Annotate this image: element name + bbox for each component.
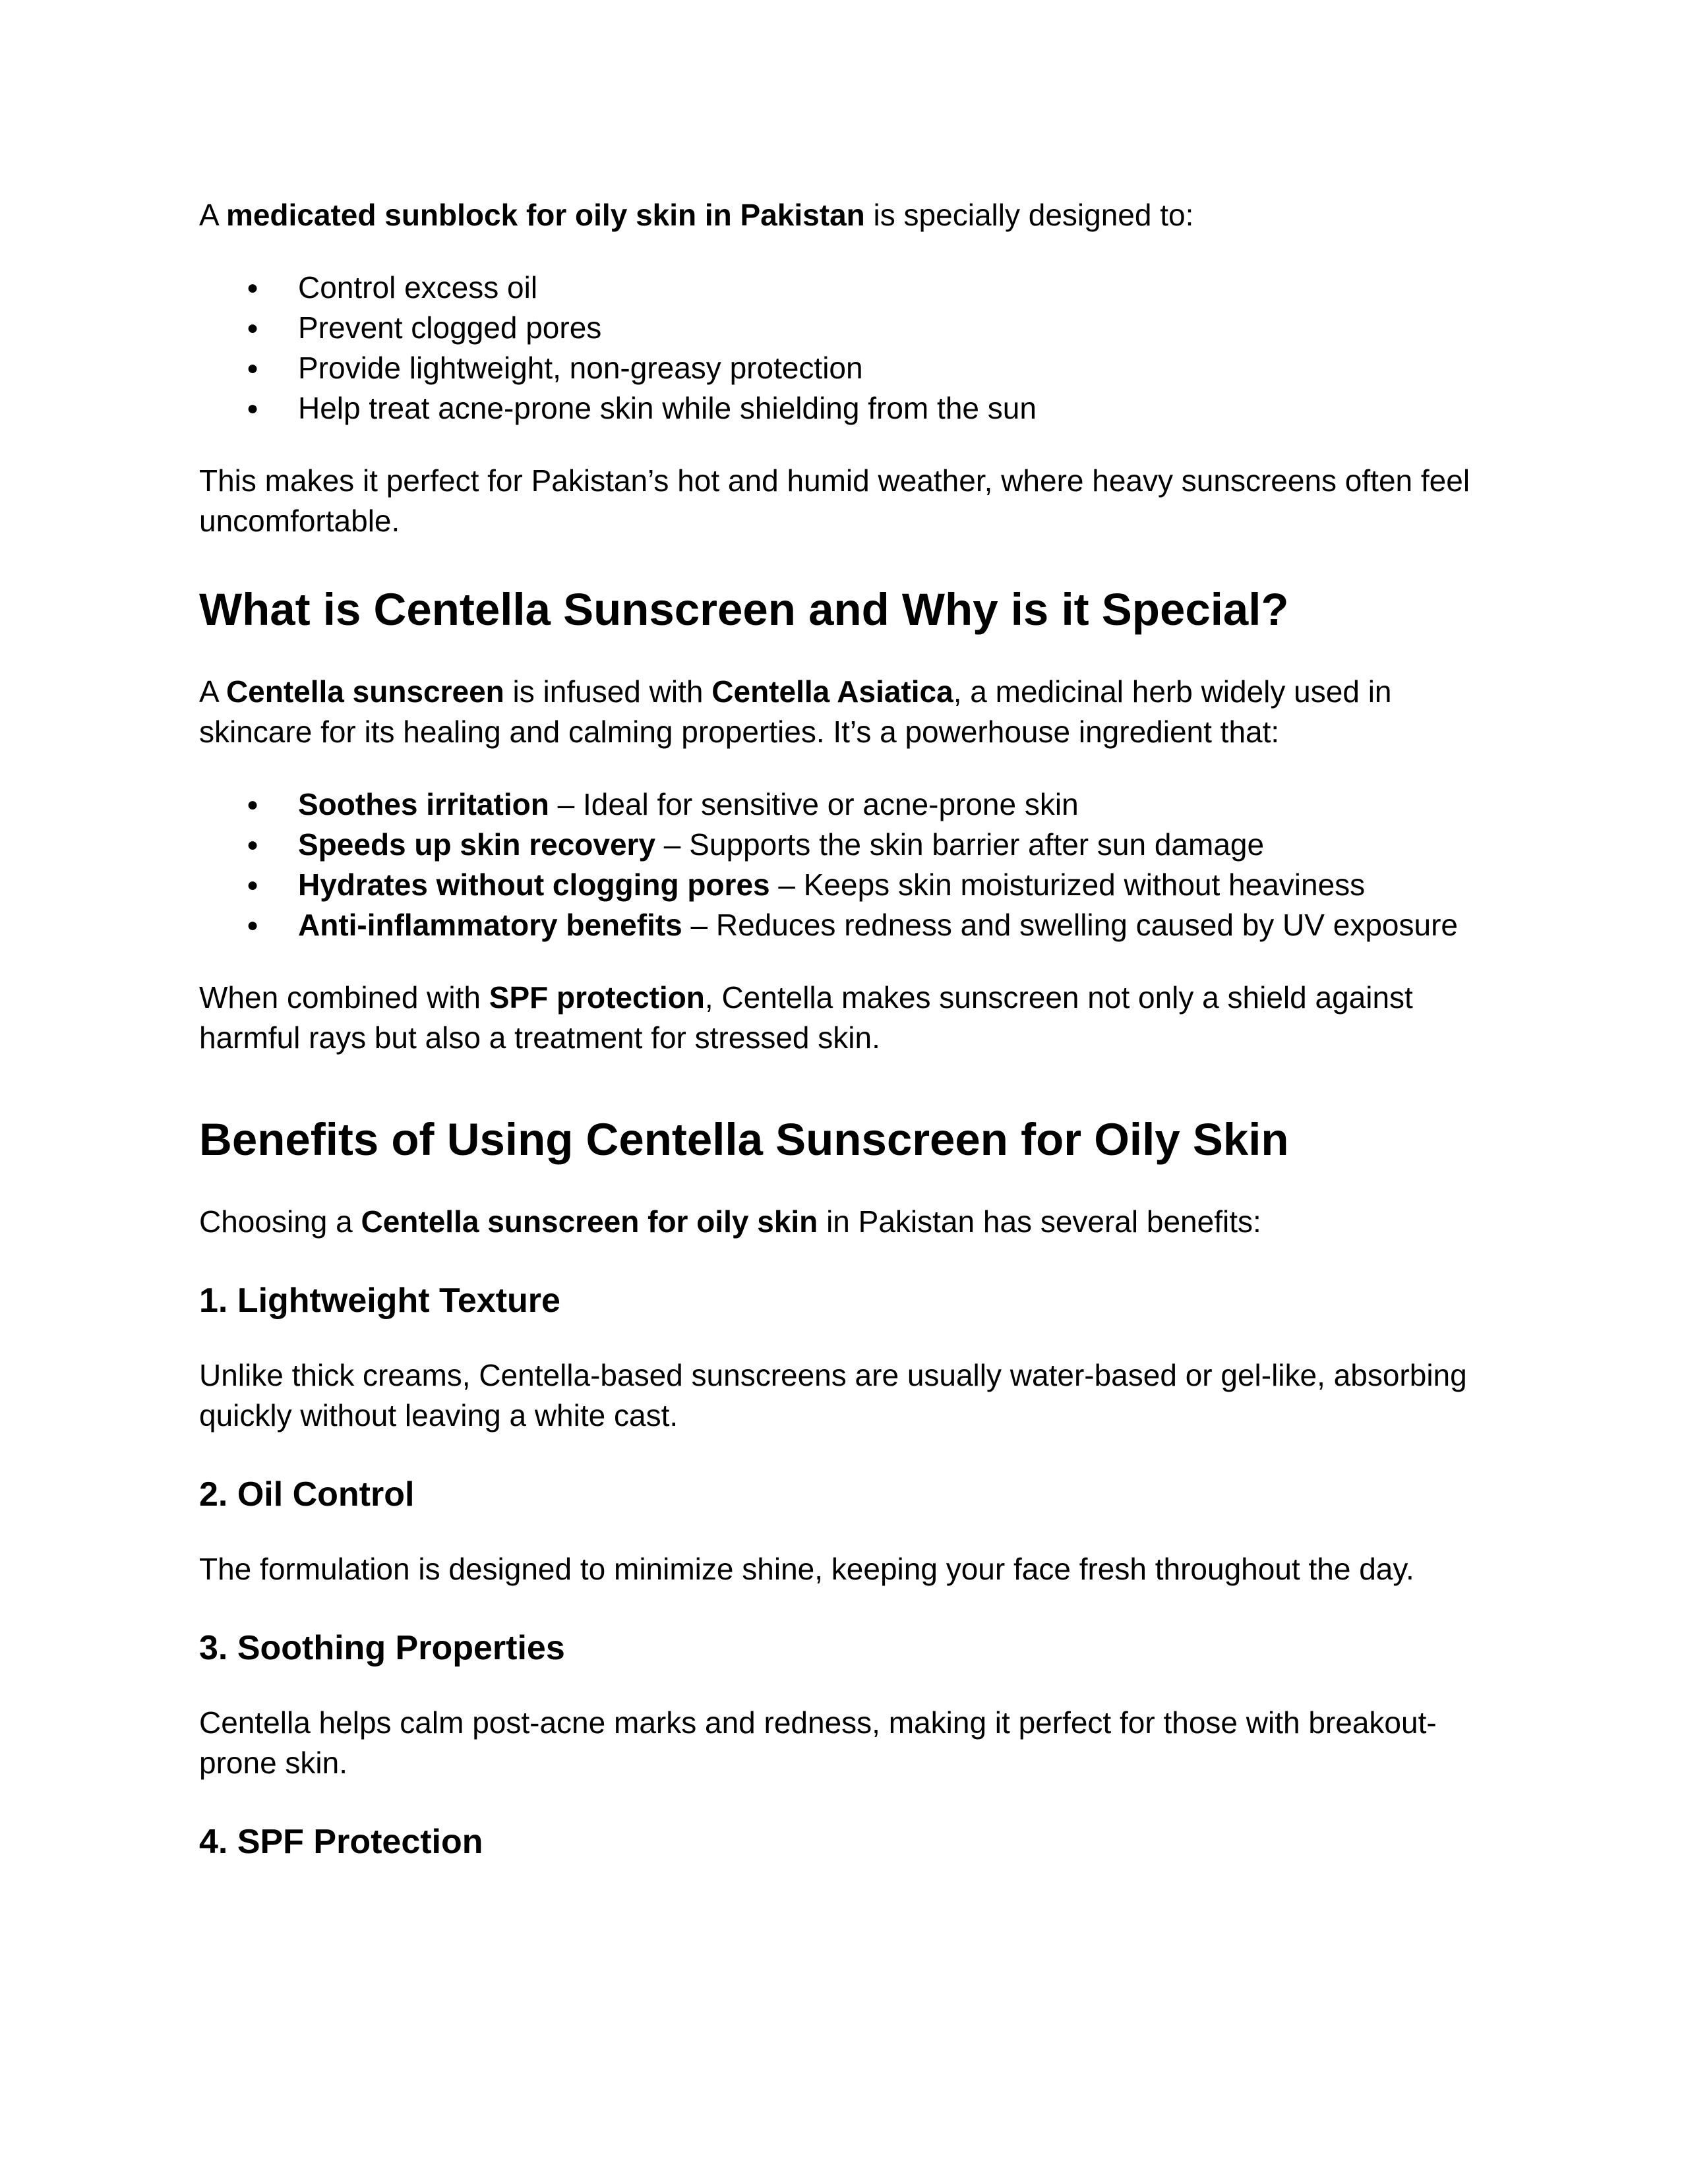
list-item-bold: Hydrates without clogging pores: [298, 868, 770, 902]
list-item-text: – Keeps skin moisturized without heaviness: [769, 868, 1366, 902]
list-item: [199, 865, 1492, 905]
bold-text: Centella Asiatica: [711, 674, 953, 709]
subheading-soothing-properties: 3. Soothing Properties: [199, 1629, 565, 1667]
benefits-intro-paragraph: [199, 1202, 1492, 1242]
oil-control-paragraph: The formulation is designed to minimize shine, keeping your face fresh throughout the day.: [199, 1552, 1414, 1586]
paragraph-text: A: [199, 674, 226, 709]
subheading-spf-protection: 4. SPF Protection: [199, 1823, 483, 1861]
bold-text: Centella sunscreen for oily skin: [361, 1204, 818, 1239]
paragraph-text: When combined with: [199, 980, 489, 1015]
bold-text: Centella sunscreen: [226, 674, 504, 709]
intro-conclusion-paragraph: This makes it perfect for Pakistan’s hot and humid weather, where heavy sunscreens often feel uncomfortable.: [199, 463, 1470, 538]
list-item: [199, 784, 1492, 825]
intro-text: A: [199, 198, 226, 232]
intro-bold-text: medicated sunblock for oily skin in Pakistan: [226, 198, 865, 232]
list-item: [199, 905, 1492, 945]
centella-benefits-list: [199, 784, 1492, 945]
section-heading-centella: What is Centella Sunscreen and Why is it Special?: [199, 584, 1289, 635]
subheading-oil-control: 2. Oil Control: [199, 1475, 415, 1514]
list-item: ● Help treat acne-prone skin while shielding from the sun: [199, 388, 1492, 428]
document-content: [199, 195, 1492, 1864]
intro-text: is specially designed to:: [864, 198, 1194, 232]
soothing-properties-paragraph: Centella helps calm post-acne marks and redness, making it perfect for those with breakout-prone skin.: [199, 1705, 1437, 1780]
lightweight-texture-paragraph: Unlike thick creams, Centella-based sunscreens are usually water-based or gel-like, absorbing quickly without leaving a white cast.: [199, 1358, 1467, 1432]
list-item-bold: Anti-inflammatory benefits: [298, 908, 682, 942]
subheading-lightweight-texture: 1. Lightweight Texture: [199, 1282, 560, 1320]
list-item: [199, 825, 1492, 865]
list-item: ● Provide lightweight, non-greasy protection: [199, 348, 1492, 388]
section-heading-benefits: Benefits of Using Centella Sunscreen for Oily Skin: [199, 1114, 1289, 1165]
list-item-text: – Supports the skin barrier after sun damage: [655, 827, 1265, 862]
list-item: ● Control excess oil: [199, 268, 1492, 308]
list-item-text: – Ideal for sensitive or acne-prone skin: [549, 787, 1079, 821]
intro-paragraph: [199, 195, 1492, 235]
list-item-text: – Reduces redness and swelling caused by UV exposure: [682, 908, 1458, 942]
spf-paragraph: [199, 978, 1492, 1058]
list-item-bold: Soothes irritation: [298, 787, 549, 821]
paragraph-text: , a medicinal herb widely used in skincare for its healing and calming properties. It’s a powerhouse ingredient that:: [199, 674, 1392, 749]
list-item-bold: Speeds up skin recovery: [298, 827, 656, 862]
paragraph-text: Choosing a: [199, 1204, 361, 1239]
paragraph-text: , Centella makes sunscreen not only a shield against harmful rays but also a treatment for stressed skin.: [199, 980, 1413, 1055]
list-item: ● Prevent clogged pores: [199, 308, 1492, 348]
centella-intro-paragraph: [199, 672, 1492, 752]
intro-list: [199, 268, 1492, 428]
paragraph-text: in Pakistan has several benefits:: [818, 1204, 1261, 1239]
bold-text: SPF protection: [489, 980, 705, 1015]
paragraph-text: is infused with: [504, 674, 712, 709]
